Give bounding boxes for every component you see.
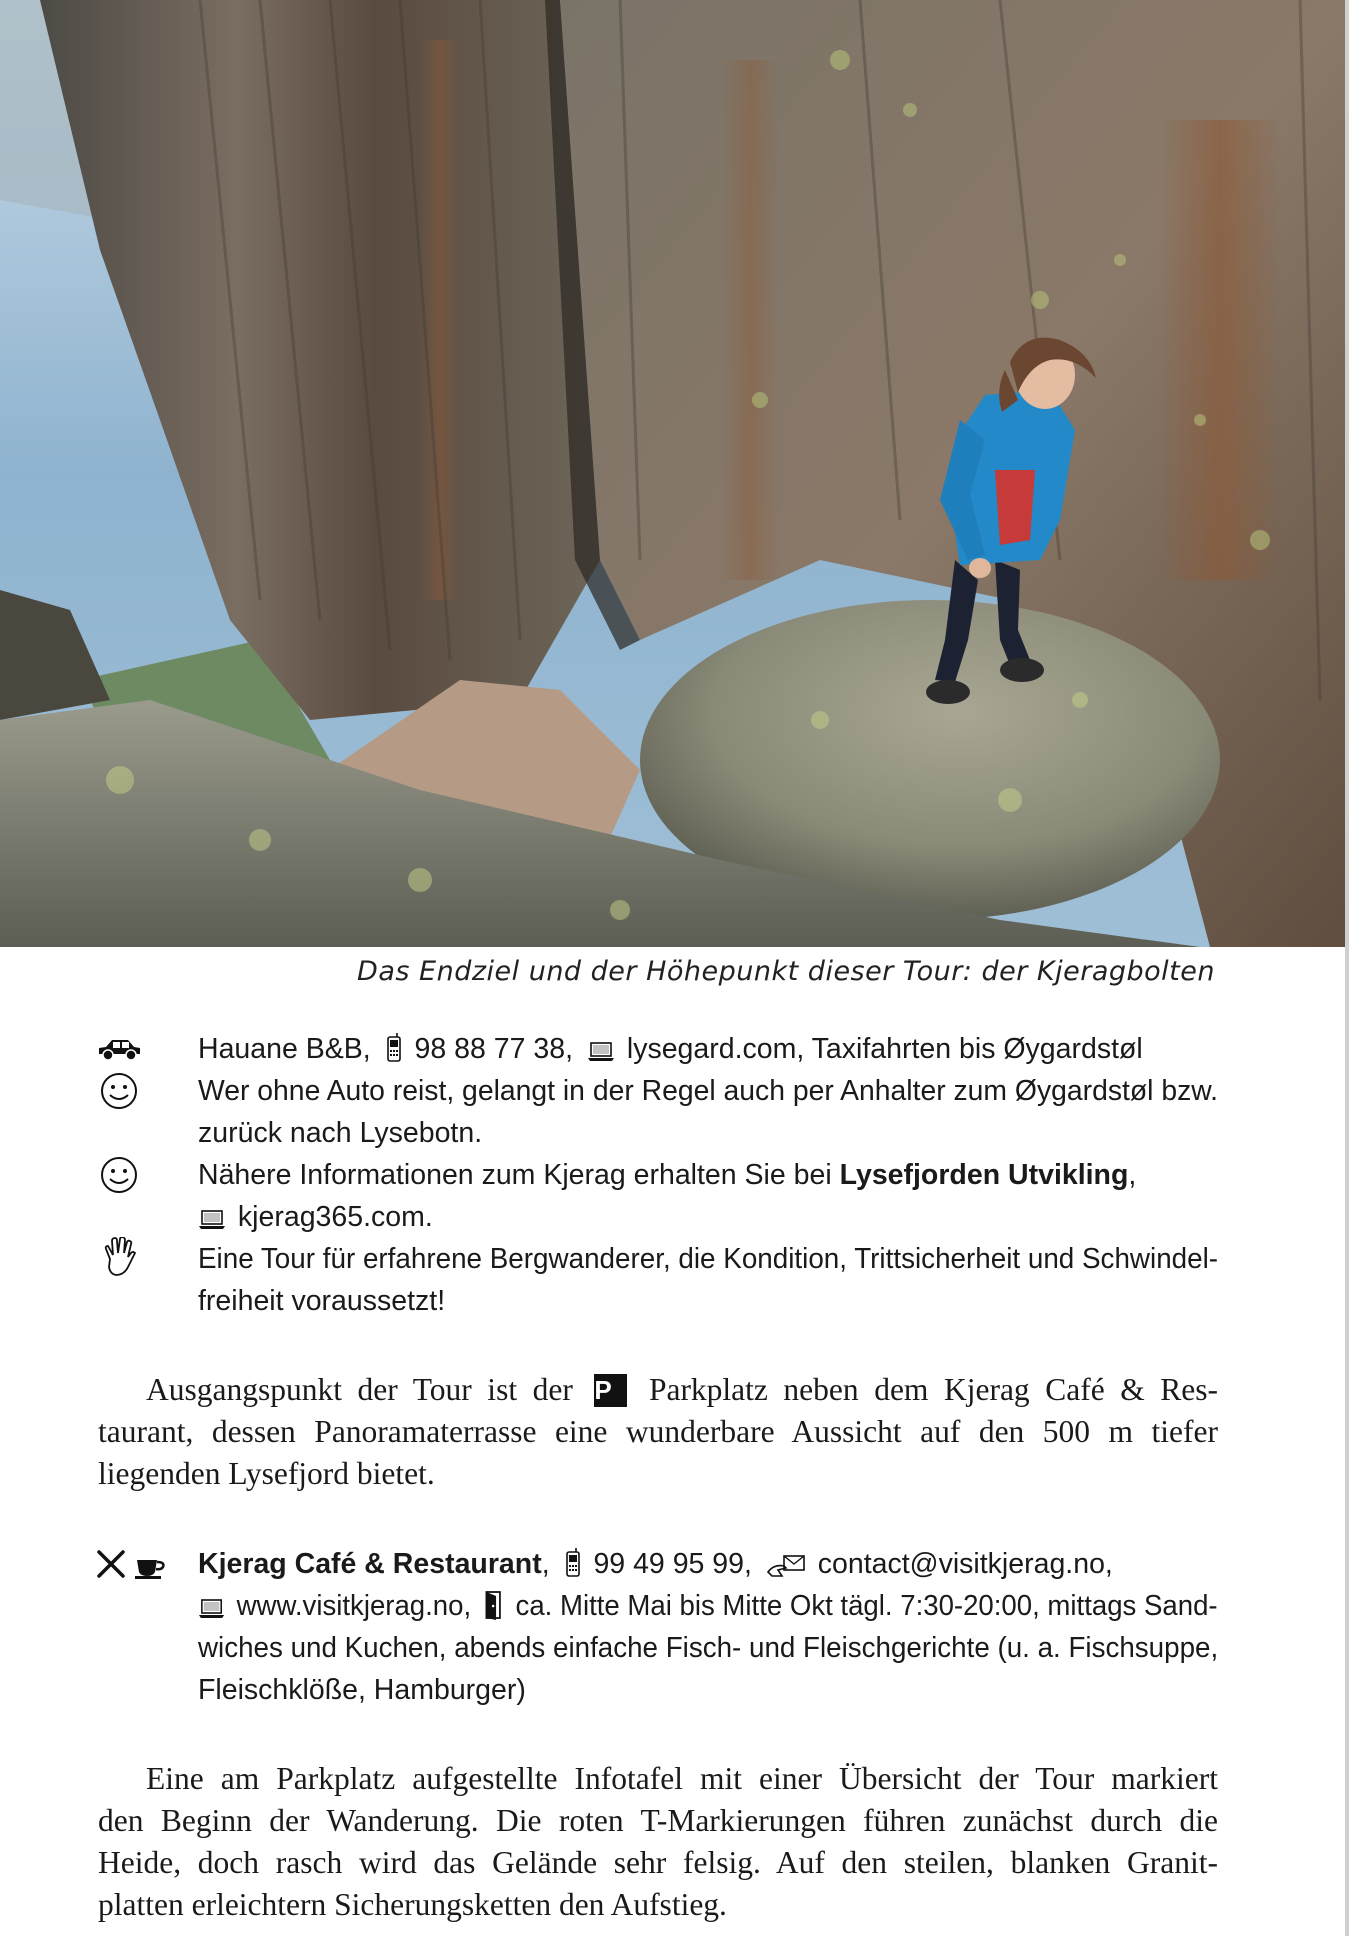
accommodation-web: lysegard.com, Taxifahrten bis Øygardstøl (626, 1033, 1143, 1065)
paragraph-line: den Beginn der Wanderung. Die roten T-Markierungen führen zunächst durch die (98, 1803, 1218, 1838)
restaurant-web: www.visitkjerag.no, (236, 1590, 472, 1622)
paragraph-line: liegenden Lysefjord bietet. (98, 1456, 435, 1491)
hand-warning-icon (96, 1236, 142, 1278)
restaurant-line-2 (198, 1585, 1218, 1632)
info-line-warning: Eine Tour für erfahrene Bergwanderer, die Kondition, Trittsicherheit und Schwindel- (198, 1243, 1219, 1275)
car-icon (96, 1028, 142, 1070)
paragraph-route-start (98, 1758, 1218, 1926)
restaurant-name: Kjerag Café & Restaurant (198, 1548, 542, 1580)
page-edge-rule (1345, 0, 1349, 1936)
paragraph-text: Ausgangspunkt der Tour ist der (146, 1372, 573, 1407)
info-line-accommodation (198, 1028, 1143, 1075)
restaurant-line-3: wiches und Kuchen, abends einfache Fisch- und Fleischgerichte (u. a. Fischsuppe, (198, 1632, 1219, 1664)
door-icon (485, 1590, 504, 1632)
photo-kjeragbolten (0, 0, 1349, 947)
restaurant-comma: , (541, 1548, 550, 1580)
laptop-icon (198, 1201, 226, 1243)
laptop-icon (198, 1590, 225, 1632)
kjerag-web: kjerag365.com. (237, 1201, 433, 1233)
info-line-kjerag-info (198, 1154, 1136, 1196)
paragraph-line: Heide, doch rasch wird das Gelände sehr felsig. Auf den steilen, blanken Granit- (98, 1845, 1218, 1880)
info-line-hitchhike: Wer ohne Auto reist, gelangt in der Regel auch per Anhalter zum Øygardstøl bzw. (198, 1075, 1219, 1107)
accommodation-name: Hauane B&B, (198, 1033, 371, 1065)
email-hand-icon (766, 1548, 806, 1590)
parking-icon: P (594, 1374, 627, 1407)
info-line-warning-cont: freiheit voraussetzt! (198, 1285, 446, 1317)
photo-caption: Das Endziel und der Höhepunkt dieser Tour: der Kjeragbolten (357, 956, 1215, 987)
paragraph-line: Eine am Parkplatz aufgestellte Infotafel mit einer Übersicht der Tour markiert (146, 1761, 1218, 1796)
smiley-icon (96, 1070, 142, 1112)
restaurant-email: contact@visitkjerag.no, (817, 1548, 1113, 1580)
restaurant-line-1 (198, 1543, 1113, 1590)
paragraph-text: Parkplatz neben dem Kjerag Café & Res- (648, 1372, 1219, 1407)
info-line-kjerag-web (198, 1196, 433, 1243)
info-comma: , (1128, 1159, 1137, 1191)
paragraph-start-point (98, 1369, 1218, 1495)
restaurant-hours: ca. Mitte Mai bis Mitte Okt tägl. 7:30-20:00, mittags Sand- (515, 1590, 1218, 1622)
paragraph-line: platten erleichtern Sicherungsketten den Aufstieg. (98, 1887, 727, 1922)
info-line-hitchhike-cont: zurück nach Lysebotn. (198, 1117, 483, 1149)
paragraph-line (98, 1369, 1218, 1411)
info-text: Nähere Informationen zum Kjerag erhalten Sie bei (198, 1159, 832, 1191)
mobile-phone-icon (385, 1033, 403, 1075)
info-org-name: Lysefjorden Utvikling (839, 1159, 1129, 1191)
laptop-icon (587, 1033, 615, 1075)
paragraph-line: taurant, dessen Panoramaterrasse eine wunderbare Aussicht auf den 500 m tiefer (98, 1414, 1218, 1449)
accommodation-phone: 98 88 77 38, (414, 1033, 574, 1065)
restaurant-phone: 99 49 95 99, (593, 1548, 752, 1580)
cutlery-cup-icon (94, 1543, 168, 1585)
mobile-phone-icon (564, 1548, 582, 1590)
restaurant-line-4: Fleischklöße, Hamburger) (198, 1674, 526, 1706)
smiley-icon (96, 1154, 142, 1196)
